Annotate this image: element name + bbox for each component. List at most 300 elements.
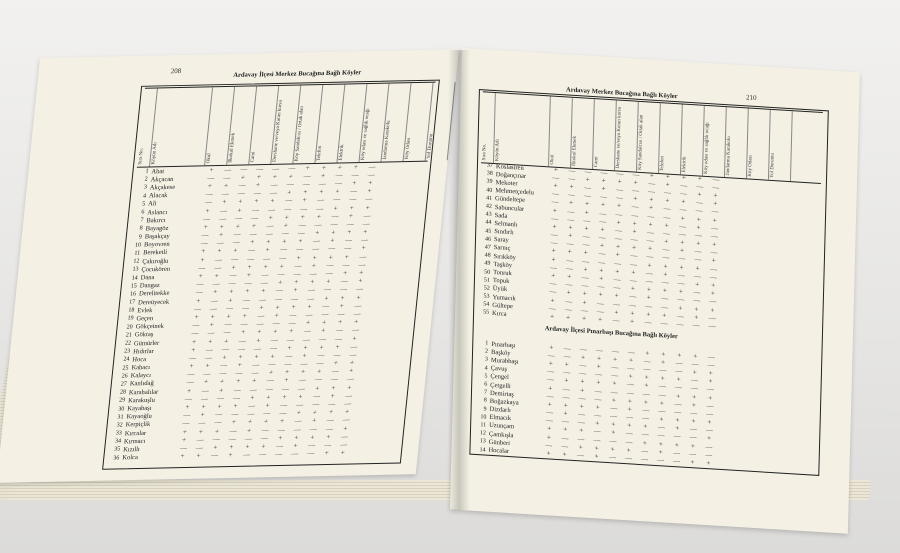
cell-mark: —: [343, 399, 352, 408]
cell-mark: —: [661, 278, 669, 287]
cell-mark: +: [680, 213, 685, 223]
village-name: Dangaz: [139, 282, 161, 290]
row-number: 6: [484, 381, 488, 388]
cell-mark: —: [202, 369, 211, 379]
cell-mark: —: [577, 434, 585, 444]
cell-mark: —: [598, 249, 606, 259]
cell-mark: —: [658, 382, 666, 391]
cell-mark: —: [579, 369, 587, 378]
cell-mark: —: [679, 205, 687, 215]
cell-mark: —: [279, 245, 288, 254]
cell-mark: +: [218, 386, 224, 395]
cell-mark: —: [565, 264, 573, 273]
cell-mark: —: [213, 263, 222, 272]
village-name: Hıdırlar: [132, 347, 155, 356]
cell-mark: —: [182, 411, 191, 420]
row-number: 43: [485, 211, 492, 219]
cell-mark: —: [631, 202, 639, 212]
cell-mark: +: [547, 400, 552, 409]
cell-mark: +: [367, 186, 372, 195]
village-name: Dana: [140, 274, 155, 282]
cell-mark: +: [596, 354, 602, 363]
cell-mark: —: [610, 404, 618, 413]
row-number: 2: [484, 348, 489, 355]
cell-mark: +: [263, 262, 269, 271]
cell-mark: —: [311, 400, 320, 409]
cell-mark: +: [708, 393, 713, 402]
cell-mark: +: [707, 418, 712, 427]
column-header: Elektrik: [337, 84, 367, 162]
cell-mark: —: [251, 360, 260, 369]
cell-mark: +: [631, 243, 637, 252]
cell-mark: —: [288, 319, 296, 328]
cell-mark: —: [244, 279, 253, 288]
cell-mark: —: [610, 387, 618, 397]
cell-mark: —: [200, 239, 209, 248]
row-number: 26: [121, 373, 128, 380]
cell-mark: —: [564, 296, 573, 306]
cell-mark: +: [564, 360, 569, 369]
cell-mark: —: [207, 329, 215, 338]
cell-mark: —: [191, 321, 200, 330]
cell-mark: +: [226, 312, 232, 321]
cell-mark: +: [600, 225, 605, 234]
cell-mark: —: [188, 353, 197, 363]
cell-mark: +: [632, 227, 637, 236]
row-number: 29: [118, 397, 126, 404]
cell-mark: +: [229, 443, 234, 452]
row-number: 7: [483, 389, 488, 396]
cell-mark: —: [709, 273, 717, 282]
cell-mark: +: [645, 348, 650, 358]
cell-mark: —: [335, 171, 344, 180]
cell-mark: —: [675, 367, 683, 376]
row-number: 14: [479, 446, 486, 454]
cell-mark: +: [256, 172, 262, 181]
cell-mark: +: [219, 377, 225, 386]
cell-mark: —: [299, 204, 308, 213]
cell-mark: +: [599, 241, 605, 251]
column-header: Jandarma Karakolu: [725, 107, 749, 178]
cell-mark: —: [235, 369, 243, 378]
cell-mark: —: [346, 219, 355, 229]
cell-mark: +: [254, 352, 260, 361]
cell-mark: +: [352, 334, 357, 343]
cell-mark: +: [189, 362, 195, 371]
row-number: 12: [479, 430, 487, 437]
row-number: 13: [132, 266, 139, 273]
cell-mark: —: [266, 221, 274, 230]
cell-mark: +: [351, 179, 357, 188]
cell-mark: —: [330, 220, 339, 229]
cell-mark: +: [580, 377, 585, 386]
cell-mark: +: [595, 419, 600, 428]
cell-mark: +: [611, 428, 616, 437]
cell-mark: —: [549, 279, 557, 289]
village-name: Çavuş: [490, 365, 507, 374]
cell-mark: +: [181, 435, 187, 444]
cell-mark: +: [595, 403, 600, 412]
cell-mark: +: [564, 376, 569, 385]
cell-mark: —: [349, 342, 358, 351]
row-number: 1: [485, 340, 489, 347]
cell-mark: +: [324, 449, 330, 458]
cell-mark: —: [237, 189, 246, 198]
cell-mark: —: [191, 329, 199, 338]
cell-mark: +: [658, 439, 663, 449]
village-name: Aslancı: [146, 208, 168, 216]
cell-mark: +: [552, 206, 557, 215]
row-number: 4: [484, 365, 488, 372]
cell-mark: —: [626, 388, 634, 398]
cell-mark: —: [677, 271, 685, 280]
cell-mark: —: [615, 193, 623, 203]
column-header: Telefon: [315, 85, 345, 163]
cell-mark: +: [615, 250, 620, 260]
cell-mark: +: [694, 313, 699, 322]
cell-mark: —: [676, 320, 684, 329]
cell-mark: +: [664, 237, 669, 246]
cell-mark: —: [658, 407, 666, 416]
cell-mark: —: [238, 181, 246, 190]
cell-mark: +: [283, 221, 289, 230]
cell-mark: +: [691, 400, 697, 410]
cell-mark: —: [705, 450, 713, 460]
cell-mark: +: [316, 212, 322, 221]
cell-mark: —: [258, 295, 267, 304]
cell-mark: +: [281, 237, 287, 246]
cell-mark: +: [328, 253, 334, 262]
cell-mark: —: [193, 304, 202, 313]
left-table-frame: [102, 80, 440, 470]
cell-mark: —: [568, 166, 576, 175]
cell-mark: —: [311, 245, 320, 254]
cell-mark: —: [581, 273, 589, 282]
cell-mark: +: [691, 417, 696, 426]
row-number: 12: [132, 258, 140, 265]
row-number: 3: [484, 356, 488, 364]
cell-mark: —: [228, 279, 236, 288]
cell-mark: —: [232, 393, 241, 403]
cell-mark: —: [594, 394, 602, 404]
cell-mark: —: [274, 450, 283, 459]
cell-mark: —: [216, 394, 225, 403]
cell-mark: +: [291, 302, 297, 311]
cell-mark: +: [265, 238, 271, 247]
cell-mark: +: [596, 362, 601, 371]
cell-mark: —: [201, 386, 210, 395]
cell-mark: —: [549, 263, 557, 272]
village-name: Dereüyecek: [137, 298, 170, 306]
row-number: 39: [486, 179, 493, 186]
cell-mark: +: [272, 327, 278, 336]
cell-mark: +: [711, 256, 716, 266]
cell-mark: —: [551, 189, 559, 199]
village-name: Mekoter: [495, 179, 518, 188]
cell-mark: +: [315, 384, 320, 393]
village-name: Dizdarlı: [489, 405, 511, 415]
cell-mark: —: [269, 344, 278, 353]
cell-mark: —: [228, 434, 237, 443]
cell-mark: +: [288, 327, 294, 336]
cell-mark: —: [663, 204, 671, 214]
cell-mark: —: [337, 309, 345, 319]
village-name: Başakçay: [144, 232, 171, 241]
cell-mark: —: [546, 375, 555, 385]
cell-mark: +: [238, 352, 243, 362]
cell-mark: +: [337, 318, 343, 327]
column-header: Köy Odası: [404, 83, 434, 161]
cell-mark: +: [644, 373, 649, 382]
cell-mark: —: [267, 205, 276, 214]
cell-mark: +: [274, 311, 280, 320]
cell-mark: —: [219, 361, 228, 370]
cell-mark: —: [565, 256, 574, 265]
village-name: Sarnıç: [493, 244, 511, 253]
cell-mark: +: [663, 270, 668, 279]
cell-mark: —: [348, 195, 357, 204]
cell-mark: +: [268, 213, 274, 222]
cell-mark: —: [561, 433, 569, 443]
cell-mark: +: [319, 343, 325, 352]
cell-mark: —: [695, 198, 703, 207]
cell-mark: —: [565, 280, 573, 290]
cell-mark: —: [563, 368, 571, 377]
cell-mark: +: [567, 248, 572, 257]
cell-mark: +: [238, 197, 243, 206]
cell-mark: —: [582, 240, 590, 250]
cell-mark: +: [611, 420, 616, 429]
village-name: Kızıllı: [122, 445, 141, 454]
cell-mark: —: [230, 410, 239, 419]
cell-mark: +: [320, 326, 326, 335]
cell-mark: +: [664, 221, 669, 230]
row-number: 14: [131, 274, 138, 282]
cell-mark: —: [674, 399, 682, 409]
cell-mark: —: [348, 350, 357, 359]
cell-mark: —: [206, 173, 215, 182]
cell-mark: —: [657, 431, 665, 440]
cell-mark: —: [312, 392, 321, 401]
cell-mark: —: [674, 383, 682, 392]
cell-mark: +: [240, 173, 246, 182]
cell-mark: +: [288, 172, 294, 181]
row-number: 16: [129, 291, 137, 298]
cell-mark: —: [627, 347, 635, 357]
cell-mark: +: [284, 213, 290, 222]
cell-mark: +: [298, 392, 303, 401]
cell-mark: +: [647, 244, 653, 253]
cell-mark: +: [324, 293, 330, 303]
village-name: Alacak: [148, 192, 168, 200]
cell-mark: —: [290, 294, 299, 303]
cell-mark: +: [303, 343, 308, 352]
cell-mark: +: [319, 187, 324, 196]
cell-mark: +: [630, 309, 635, 318]
cell-mark: +: [214, 271, 220, 280]
column-header: Köy Sandalcısı / Ortak alan: [637, 102, 661, 173]
cell-mark: +: [305, 163, 311, 172]
cell-mark: +: [665, 180, 670, 189]
cell-mark: —: [567, 207, 575, 216]
cell-mark: —: [707, 352, 715, 362]
column-header: Köy Odası: [747, 109, 771, 180]
cell-mark: +: [228, 287, 234, 296]
cell-mark: —: [284, 351, 293, 361]
cell-mark: —: [661, 294, 669, 304]
cell-mark: —: [238, 336, 247, 345]
cell-mark: +: [563, 425, 568, 435]
cell-mark: —: [270, 180, 279, 189]
row-number: 24: [122, 356, 130, 363]
cell-mark: +: [205, 206, 210, 215]
village-name: Sırıkköy: [493, 252, 517, 262]
cell-mark: +: [203, 222, 209, 232]
cell-mark: —: [315, 204, 324, 213]
cell-mark: +: [646, 310, 651, 319]
cell-mark: —: [629, 292, 637, 302]
cell-mark: +: [340, 293, 346, 302]
cell-mark: —: [290, 449, 299, 458]
cell-mark: +: [713, 191, 718, 200]
cell-mark: —: [547, 367, 555, 376]
cell-mark: +: [357, 276, 363, 286]
row-number: 55: [483, 309, 490, 317]
village-name: Akçacan: [150, 175, 174, 184]
cell-mark: +: [676, 391, 681, 400]
village-name: Çetgelli: [490, 381, 511, 390]
cell-mark: +: [708, 377, 713, 386]
cell-mark: —: [595, 345, 603, 355]
cell-mark: —: [545, 416, 553, 425]
cell-mark: +: [186, 386, 192, 395]
cell-mark: —: [658, 390, 666, 400]
cell-mark: —: [201, 231, 209, 240]
cell-mark: +: [582, 289, 587, 299]
cell-mark: —: [615, 209, 623, 219]
village-name: Sada: [494, 211, 508, 220]
cell-mark: +: [330, 236, 335, 245]
village-name: Ali: [147, 200, 157, 208]
cell-mark: —: [216, 238, 225, 248]
row-number: 11: [134, 250, 141, 257]
cell-mark: +: [599, 274, 604, 283]
cell-mark: +: [616, 201, 622, 211]
cell-mark: +: [210, 312, 216, 321]
cell-mark: +: [282, 392, 287, 401]
cell-mark: +: [335, 187, 340, 196]
row-number: 42: [485, 203, 492, 210]
cell-mark: —: [247, 246, 256, 255]
cell-mark: —: [295, 400, 304, 409]
cell-mark: —: [234, 214, 243, 223]
cell-mark: +: [244, 287, 250, 296]
cell-mark: —: [546, 392, 554, 401]
cell-mark: —: [303, 171, 311, 180]
village-name: Üyük: [492, 285, 508, 294]
cell-mark: —: [627, 364, 635, 373]
cell-mark: +: [598, 290, 603, 300]
cell-mark: +: [242, 312, 248, 321]
cell-mark: +: [706, 434, 712, 443]
cell-mark: +: [296, 408, 302, 418]
cell-mark: +: [203, 378, 209, 387]
cell-mark: —: [297, 384, 306, 393]
cell-mark: +: [302, 196, 307, 205]
column-header: Telefon: [659, 103, 683, 174]
cell-mark: —: [577, 418, 585, 427]
cell-mark: +: [679, 263, 684, 272]
cell-mark: —: [326, 416, 335, 425]
cell-mark: +: [551, 255, 556, 264]
cell-mark: —: [581, 281, 589, 291]
cell-mark: —: [302, 335, 311, 344]
cell-mark: —: [690, 384, 698, 393]
cell-mark: —: [675, 358, 683, 368]
cell-mark: —: [611, 363, 619, 372]
village-name: Elmacık: [489, 414, 512, 423]
cell-mark: —: [200, 394, 209, 403]
cell-mark: —: [613, 283, 621, 292]
right-page-title: Ardavay Merkez Bucağına Bağlı Köyler: [565, 86, 678, 101]
cell-mark: —: [195, 443, 204, 452]
row-number: 18: [127, 307, 135, 314]
cell-mark: —: [309, 424, 318, 434]
cell-mark: —: [260, 278, 269, 288]
cell-mark: —: [277, 270, 285, 279]
cell-mark: —: [646, 228, 655, 237]
right-page-subtitle: Ardavay İlçesi Pınarbaşı Bucağına Bağlı Köyler: [544, 325, 678, 341]
cell-mark: +: [365, 203, 371, 212]
cell-mark: —: [303, 327, 312, 336]
cell-mark: —: [599, 208, 607, 218]
cell-mark: +: [196, 451, 201, 460]
cell-mark: —: [353, 301, 362, 310]
cell-mark: —: [692, 321, 700, 330]
row-number: 4: [142, 193, 147, 200]
cell-mark: +: [321, 318, 327, 327]
cell-mark: —: [678, 230, 687, 239]
cell-mark: +: [563, 409, 568, 418]
cell-mark: —: [705, 442, 713, 452]
cell-mark: —: [613, 275, 621, 284]
cell-mark: —: [629, 276, 637, 285]
row-number: 40: [486, 187, 493, 194]
cell-mark: —: [242, 295, 251, 304]
cell-mark: +: [321, 163, 327, 172]
cell-mark: +: [614, 308, 619, 317]
cell-mark: —: [677, 279, 685, 288]
cell-mark: +: [710, 289, 715, 298]
cell-mark: +: [356, 293, 362, 302]
cell-mark: —: [689, 449, 697, 459]
cell-mark: +: [200, 255, 205, 264]
cell-mark: —: [694, 231, 702, 240]
cell-mark: +: [584, 224, 589, 233]
cell-mark: +: [259, 303, 265, 312]
cell-mark: —: [673, 432, 681, 441]
cell-mark: —: [267, 360, 276, 369]
cell-mark: +: [712, 240, 717, 249]
cell-mark: —: [709, 297, 717, 307]
village-name: Gündeltepe: [494, 195, 526, 205]
row-number: 36: [112, 455, 120, 462]
cell-mark: +: [690, 441, 695, 451]
cell-mark: —: [278, 409, 287, 418]
row-number: 11: [480, 422, 487, 429]
row-number: 20: [126, 324, 133, 331]
cell-mark: +: [601, 176, 606, 185]
